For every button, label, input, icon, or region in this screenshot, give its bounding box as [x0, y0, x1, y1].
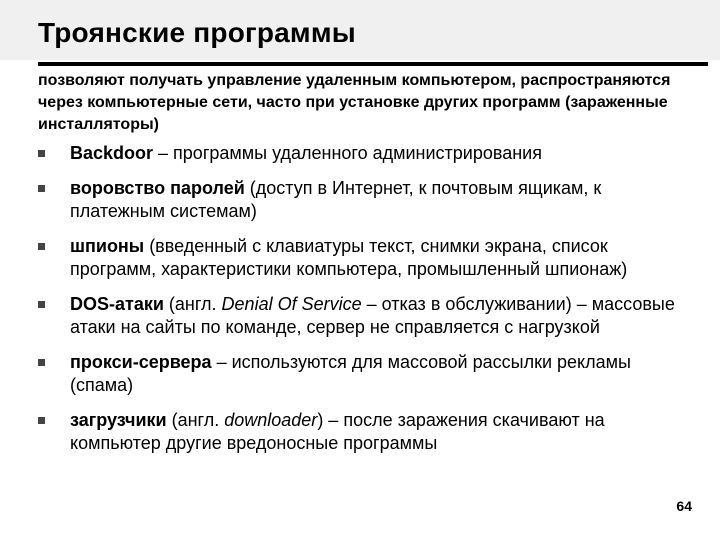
intro-text: позволяют получать управление удаленным компьютером, распространяются через компьютерные сети, часто при установке других программ (зараженные инсталляторы) [38, 72, 671, 133]
bullet-text: – программы удаленного администрирования [153, 143, 542, 163]
bullet-emphasis: downloader [224, 410, 318, 430]
bullet-text-after: ) – после заражения скачивают на компьютер другие вредоносные программы [70, 410, 605, 453]
square-bullet-icon [38, 243, 45, 250]
bullet-text: (введенный с клавиатуры текст, снимки экрана, список программ, характеристики компьютера, промышленный шпионаж) [70, 236, 628, 279]
title-divider [38, 62, 708, 66]
square-bullet-icon [38, 150, 45, 157]
bullet-text-before: (англ. [166, 410, 225, 430]
page-number: 64 [676, 498, 692, 514]
square-bullet-icon [38, 185, 45, 192]
bullet-item-password-theft [38, 177, 688, 223]
bullet-item-dos-attacks [38, 293, 688, 339]
bullet-item-backdoor [38, 142, 688, 165]
bullet-term: шпионы [70, 236, 145, 256]
slide-title: Троянские программы [38, 17, 356, 48]
bullet-item-downloaders [38, 409, 688, 455]
bullet-term: загрузчики [70, 410, 167, 430]
bullet-text-before: (англ. [163, 294, 222, 314]
square-bullet-icon [38, 301, 45, 308]
bullet-text: – используются для массовой рассылки рекламы (спама) [70, 352, 631, 395]
bullet-text: (доступ в Интернет, к почтовым ящикам, к платежным системам) [70, 178, 602, 221]
square-bullet-icon [38, 359, 45, 366]
bullet-item-spyware [38, 235, 688, 281]
bullet-term: прокси-сервера [70, 352, 212, 372]
bullet-list [38, 142, 688, 455]
square-bullet-icon [38, 417, 45, 424]
bullet-emphasis: Denial Of Service [221, 294, 362, 314]
bullet-text-after: – отказ в обслуживании) – массовые атаки на сайты по команде, сервер не справляется с нагрузкой [70, 294, 675, 337]
bullet-term: DOS-атаки [70, 294, 164, 314]
bullet-term: воровство паролей [70, 178, 245, 198]
bullet-item-proxy-servers [38, 351, 688, 397]
bullet-term: Backdoor [70, 143, 154, 163]
